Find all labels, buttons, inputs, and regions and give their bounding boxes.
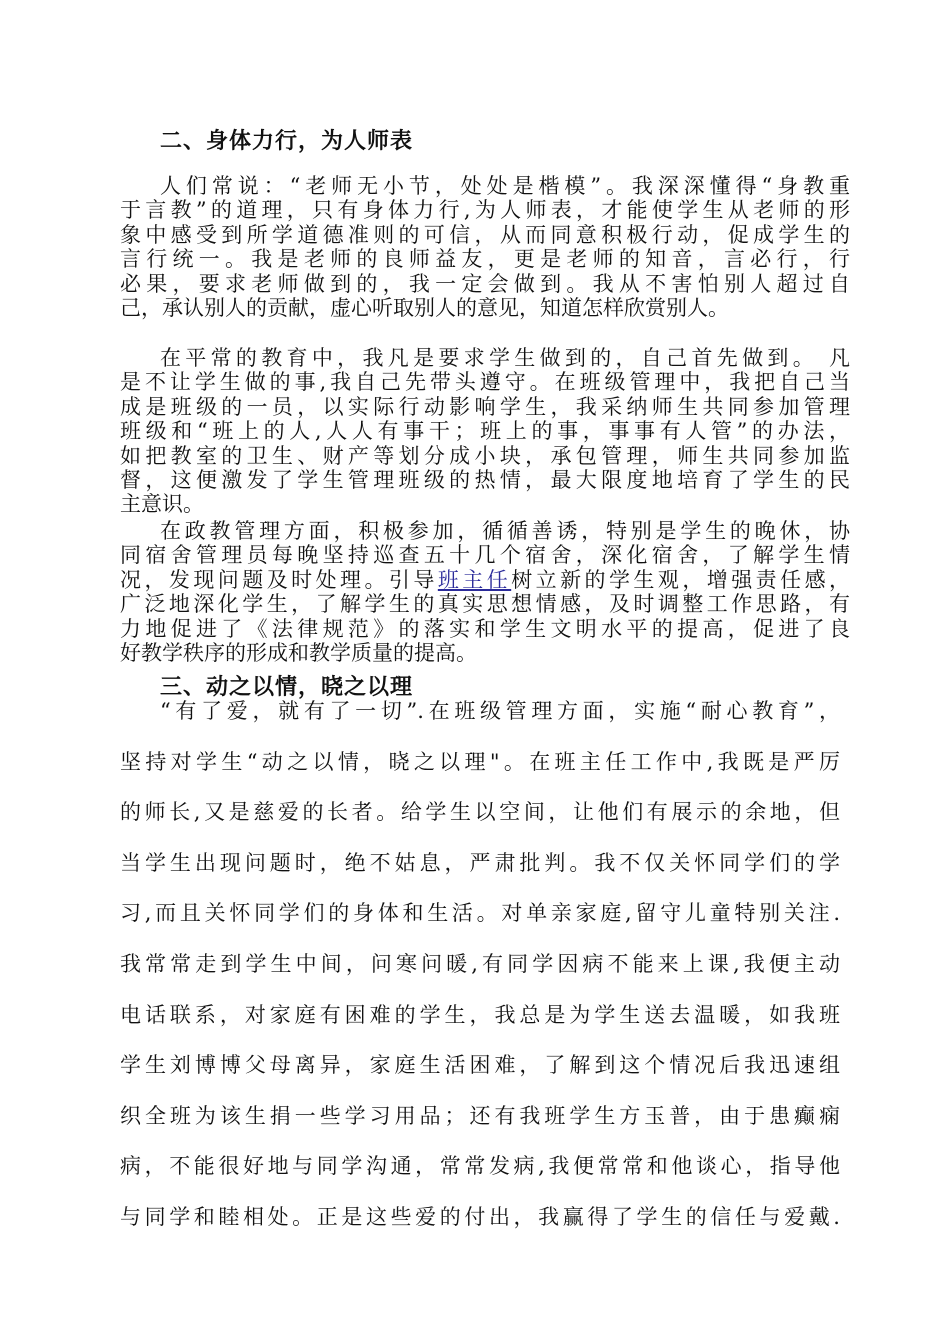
paragraph-line: 督，这便激发了学生管理班级的热情，最大限度地培育了学生的民 — [120, 468, 850, 493]
paragraph-line: 在平常的教育中，我凡是要求学生做到的，自己首先做到。 凡 — [160, 346, 850, 370]
paragraph-line: 广泛地深化学生，了解学生的真实思想情感，及时调整工作思路，有 — [120, 592, 850, 617]
paragraph-4 — [120, 696, 840, 1253]
paragraph-line: 的师长,又是慈爱的长者。给学生以空间，让他们有展示的余地，但 — [120, 800, 840, 825]
paragraph-line: 象中感受到所学道德准则的可信，从而同意积极行动，促成学生的 — [120, 222, 850, 247]
paragraph-line: 主意识。 — [120, 492, 204, 517]
paragraph-line: 在政教管理方面，积极参加，循循善诱，特别是学生的晚休，协 — [160, 519, 850, 543]
paragraph-line: 人们常说：“老师无小节，处处是楷模”。我深深懂得“身教重 — [160, 174, 850, 198]
paragraph-line: 习,而且关怀同学们的身体和生活。对单亲家庭,留守儿童特别关注. — [120, 901, 840, 926]
paragraph-line: 织全班为该生捐一些学习用品；还有我班学生方玉普，由于患癫痫 — [120, 1103, 840, 1128]
section-heading-2: 二、身体力行，为人师表 — [160, 128, 414, 154]
paragraph-line: 言行统一。我是老师的良师益友，更是老师的知音，言必行，行 — [120, 247, 850, 272]
paragraph-line: 同宿舍管理员每晚坚持巡查五十几个宿舍，深化宿舍，了解学生情 — [120, 543, 850, 568]
paragraph-line: 成是班级的一员，以实际行动影响学生，我采纳师生共同参加管理 — [120, 394, 850, 419]
paragraph-1 — [120, 174, 850, 320]
paragraph-line: 班级和“班上的人,人人有事干；班上的事，事事有人管”的办法， — [120, 419, 850, 444]
link-class-teacher[interactable]: 班主任 — [437, 567, 512, 592]
paragraph-line: 于言教”的道理，只有身体力行,为人师表，才能使学生从老师的形 — [120, 198, 850, 223]
paragraph-line: 当学生出现问题时，绝不姑息，严肃批判。我不仅关怀同学们的学 — [120, 850, 840, 875]
paragraph-line: 如把教室的卫生、财产等划分成小块，承包管理，师生共同参加监 — [120, 443, 850, 468]
paragraph-line: 与同学和睦相处。正是这些爱的付出，我赢得了学生的信任与爱戴. — [120, 1204, 840, 1229]
paragraph-line: 电话联系，对家庭有困难的学生，我总是为学生送去温暖，如我班 — [120, 1002, 840, 1027]
text-segment: 况，发现问题及时处理。引导 — [120, 567, 438, 592]
paragraph-line — [120, 568, 850, 592]
paragraph-line: 坚持对学生“动之以情，晓之以理"。在班主任工作中,我既是严厉 — [120, 749, 840, 774]
text-segment: 树立新的学生观，增强责任感， — [511, 567, 850, 592]
paragraph-line: 好教学秩序的形成和教学质量的提高。 — [120, 641, 477, 666]
paragraph-3 — [120, 519, 850, 665]
paragraph-line: 病，不能很好地与同学沟通，常常发病,我便常常和他谈心，指导他 — [120, 1154, 840, 1179]
paragraph-line: 是不让学生做的事,我自己先带头遵守。在班级管理中，我把自己当 — [120, 370, 850, 395]
section-heading-3: 三、动之以情，晓之以理 — [160, 674, 414, 700]
paragraph-line: 己，承认别人的贡献，虚心听取别人的意见，知道怎样欣赏别人。 — [120, 296, 729, 321]
paragraph-line: 我常常走到学生中间，问寒问暖,有同学因病不能来上课,我便主动 — [120, 951, 840, 976]
paragraph-line: 必果，要求老师做到的，我一定会做到。我从不害怕别人超过自 — [120, 271, 850, 296]
paragraph-2 — [120, 346, 850, 517]
paragraph-line: 学生刘博博父母离异，家庭生活困难，了解到这个情况后我迅速组 — [120, 1053, 840, 1078]
paragraph-line: 力地促进了《法律规范》的落实和学生文明水平的提高，促进了良 — [120, 616, 850, 641]
paragraph-line: “有了爱，就有了一切”.在班级管理方面，实施“耐心教育”， — [160, 699, 840, 723]
